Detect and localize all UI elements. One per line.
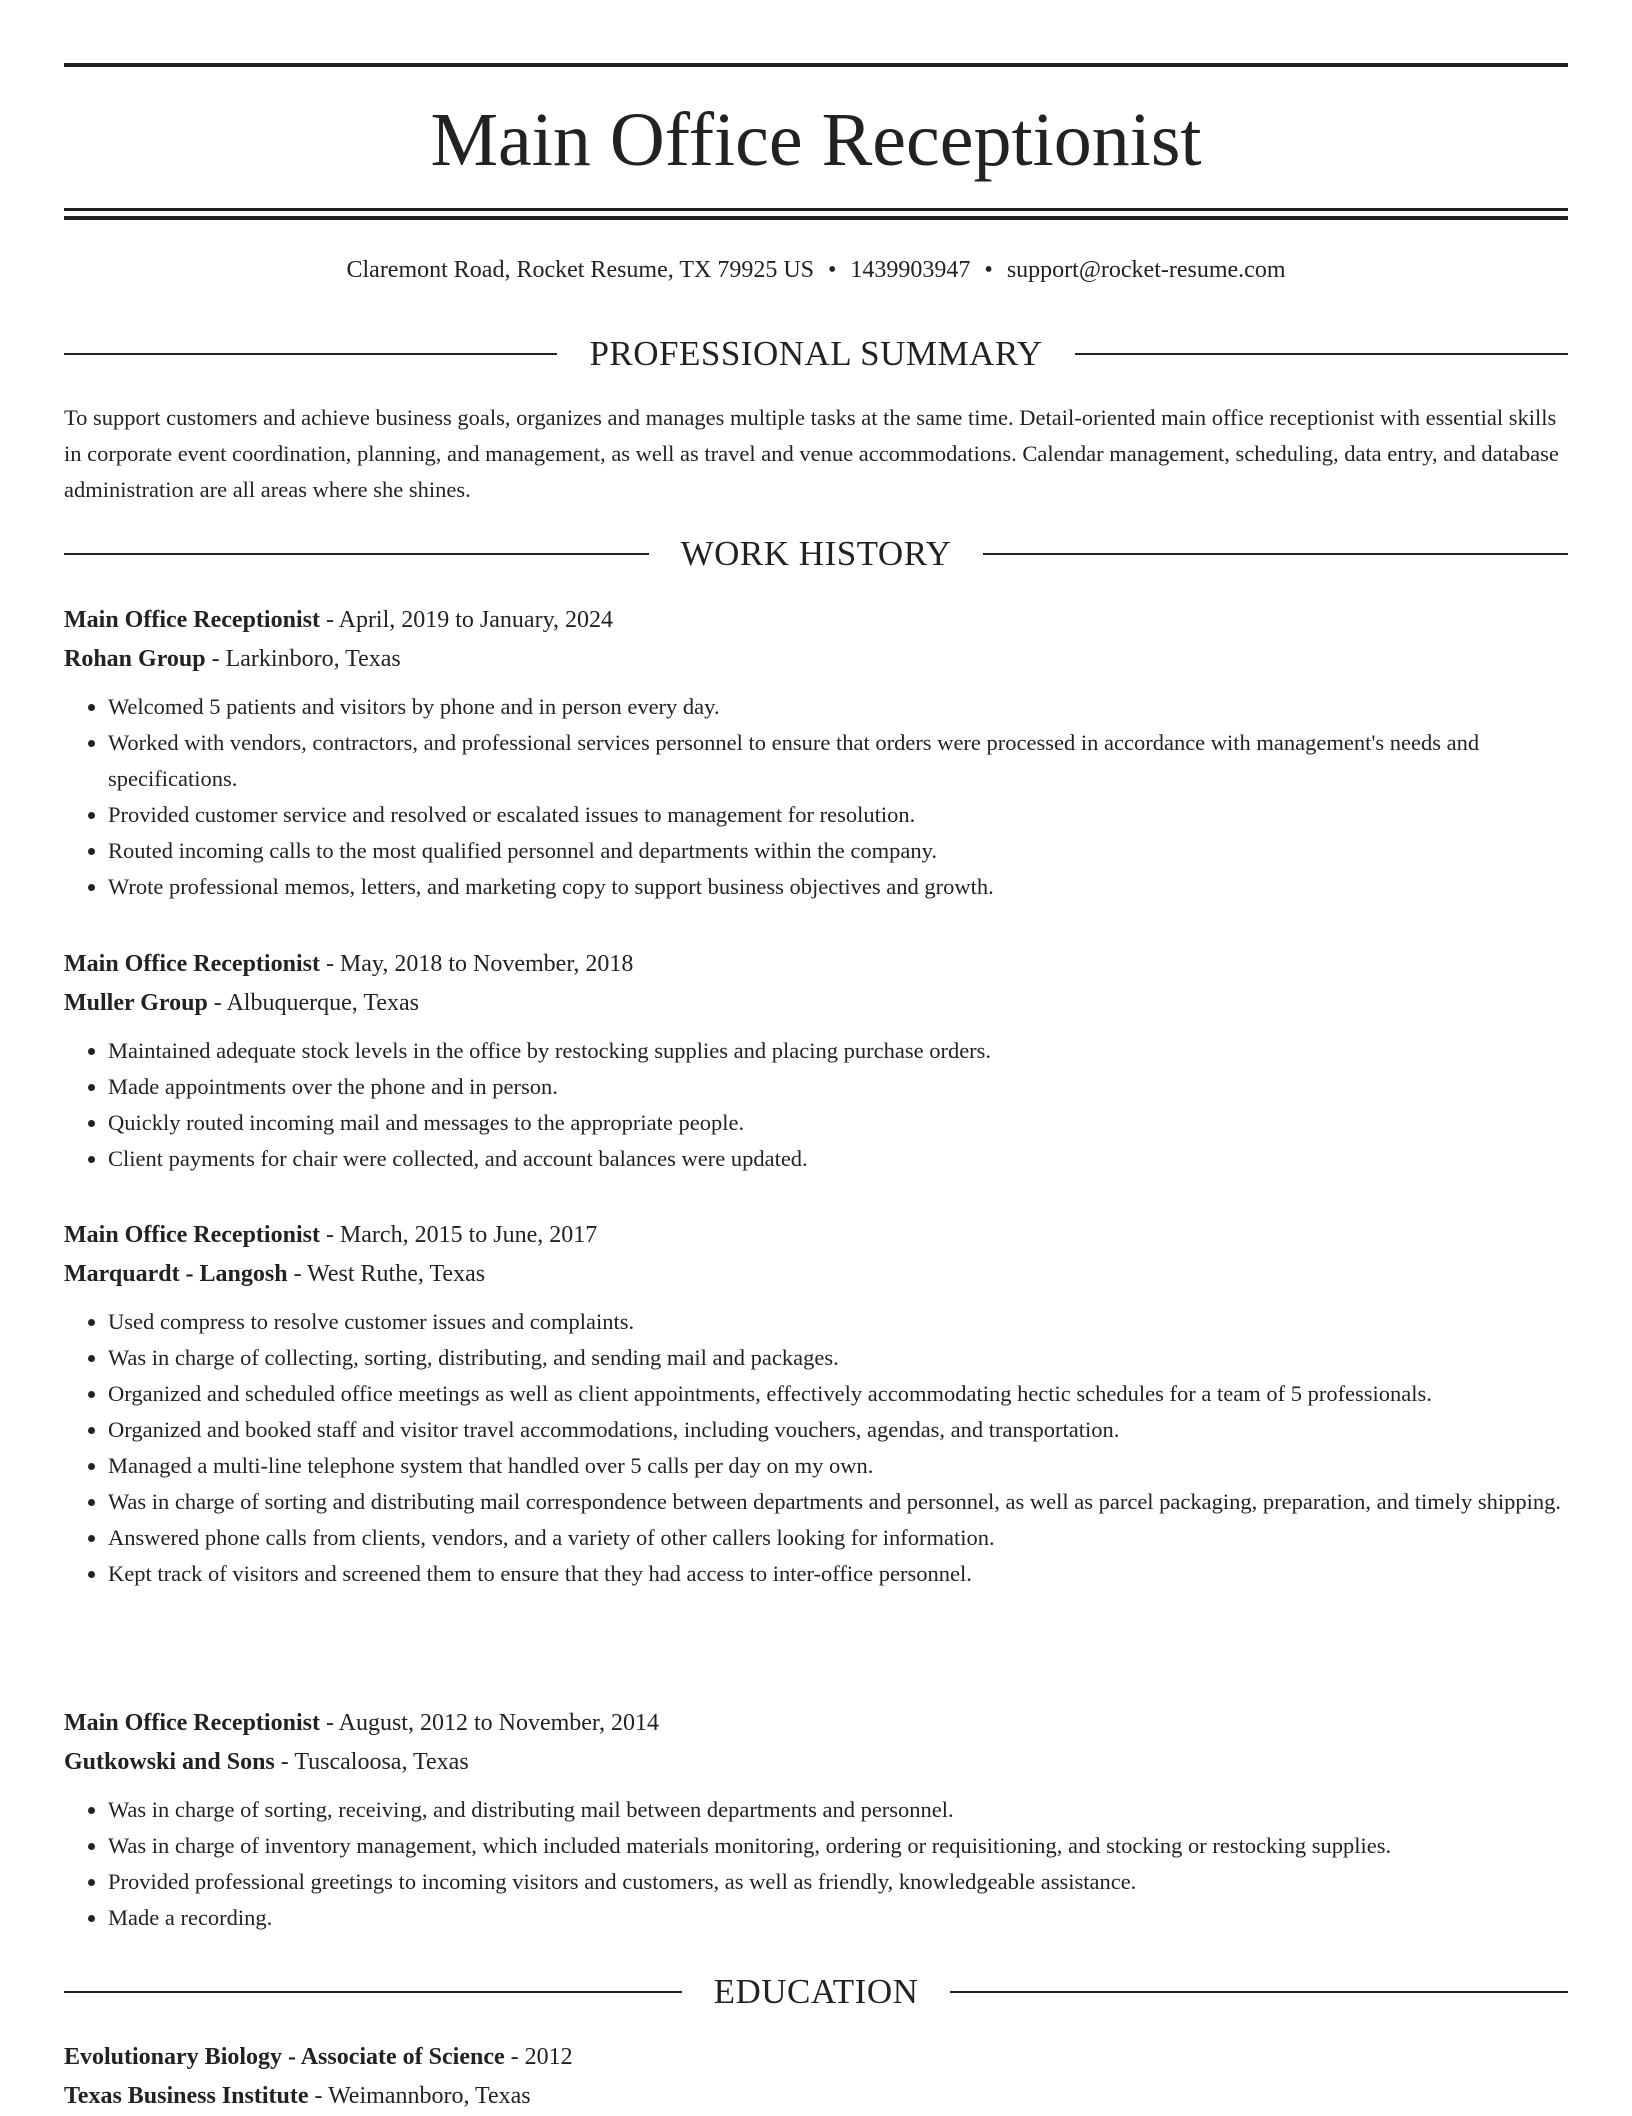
job-bullet: • Was in charge of sorting and distributing mail correspondence between departments and personnel, as well as parcel packaging, preparation, and timely shipping. [108,1484,1568,1520]
job-entry [64,1704,1568,1936]
job-title: Main Office Receptionist [64,951,320,977]
job-company: Muller Group [64,990,208,1016]
heading-rule-right [983,553,1568,555]
section-title: EDUCATION [713,1972,919,2011]
education-school: Texas Business Institute [64,2083,309,2109]
section-heading-work-history [64,532,1568,576]
job-bullets [64,689,1568,905]
job-company-line [64,1743,1568,1782]
contact-line [64,254,1568,286]
contact-separator: • [984,257,993,283]
job-title-line [64,1216,1568,1255]
contact-separator: • [828,257,837,283]
heading-rule-left [64,553,649,555]
job-bullet: • Routed incoming calls to the most qualified personnel and departments within the company. [108,833,1568,869]
job-title: Main Office Receptionist [64,607,320,633]
job-bullet: • Answered phone calls from clients, vendors, and a variety of other callers looking for information. [108,1520,1568,1556]
job-bullet: • Was in charge of inventory management, which included materials monitoring, ordering or requisitioning, and stocking or restocking supplies. [108,1828,1568,1864]
job-bullet: • Made appointments over the phone and in person. [108,1069,1568,1105]
job-bullet: • Welcomed 5 patients and visitors by phone and in person every day. [108,689,1568,725]
job-bullet: • Organized and booked staff and visitor travel accommodations, including vouchers, agendas, and transportation. [108,1412,1568,1448]
job-title-line [64,1704,1568,1743]
job-bullet: • Made a recording. [108,1900,1568,1936]
contact-address: Claremont Road, Rocket Resume, TX 79925 US [346,257,814,283]
job-bullet: • Provided professional greetings to incoming visitors and customers, as well as friendly, knowledgeable assistance. [108,1864,1568,1900]
job-entry [64,945,1568,1177]
job-company: Rohan Group [64,646,206,672]
job-bullet: • Was in charge of sorting, receiving, and distributing mail between departments and personnel. [108,1792,1568,1828]
job-entry [64,1216,1568,1592]
resume-name: Main Office Receptionist [430,98,1202,182]
job-company-line [64,640,1568,679]
header-bottom-rule-upper [64,208,1568,211]
education-degree: Evolutionary Biology - Associate of Science [64,2044,505,2070]
job-bullet: • Used compress to resolve customer issues and complaints. [108,1304,1568,1340]
job-title-line [64,601,1568,640]
header-top-rule [64,63,1568,67]
heading-rule-left [64,1991,682,1993]
job-location: - Tuscaloosa, Texas [274,1749,469,1775]
education-degree-line [64,2038,1568,2077]
job-company: Marquardt - Langosh [64,1261,288,1287]
section-heading-education [64,1970,1568,2014]
summary-text: To support customers and achieve business goals, organizes and manages multiple tasks at the same time. Detail-oriented main office receptionist with essential skills in corporate event coordination, planning, and management, as well as travel and venue accommodations. Calendar management, scheduling, data entry, and database administration are all areas where she shines. [64,405,1559,502]
job-bullet: • Organized and scheduled office meetings as well as client appointments, effectively accommodating hectic schedules for a team of 5 professionals. [108,1376,1568,1412]
job-title-line [64,945,1568,984]
job-company: Gutkowski and Sons [64,1749,275,1775]
heading-rule-left [64,353,557,355]
header-bottom-rule-lower [64,216,1568,220]
contact-phone: 1439903947 [850,257,971,283]
job-bullet: • Worked with vendors, contractors, and professional services personnel to ensure that orders were processed in accordance with management's needs and specifications. [108,725,1568,797]
education-location: - Weimannboro, Texas [308,2083,531,2109]
heading-rule-right [1075,353,1568,355]
education-year: - 2012 [504,2044,573,2070]
job-bullet: • Client payments for chair were collected, and account balances were updated. [108,1141,1568,1177]
job-location: - Larkinboro, Texas [205,646,401,672]
education-entry [64,2038,1568,2116]
job-bullets [64,1033,1568,1177]
job-entry [64,601,1568,905]
section-heading-summary [64,332,1568,376]
job-bullet: • Kept track of visitors and screened them to ensure that they had access to inter-office personnel. [108,1556,1568,1592]
job-dates: - April, 2019 to January, 2024 [319,607,614,633]
job-company-line [64,1255,1568,1294]
job-bullets [64,1304,1568,1592]
job-bullet: • Quickly routed incoming mail and messages to the appropriate people. [108,1105,1568,1141]
job-title: Main Office Receptionist [64,1710,320,1736]
section-title: PROFESSIONAL SUMMARY [589,334,1043,373]
contact-email: support@rocket-resume.com [1006,257,1286,283]
job-dates: - August, 2012 to November, 2014 [319,1710,659,1736]
job-bullet: • Maintained adequate stock levels in the office by restocking supplies and placing purchase orders. [108,1033,1568,1069]
job-company-line [64,984,1568,1023]
job-dates: - May, 2018 to November, 2018 [319,951,634,977]
heading-rule-right [950,1991,1568,1993]
job-bullet: • Was in charge of collecting, sorting, distributing, and sending mail and packages. [108,1340,1568,1376]
education-school-line [64,2077,1568,2116]
job-bullet: • Wrote professional memos, letters, and marketing copy to support business objectives and growth. [108,869,1568,905]
job-title: Main Office Receptionist [64,1222,320,1248]
job-bullet: • Managed a multi-line telephone system that handled over 5 calls per day on my own. [108,1448,1568,1484]
job-location: - Albuquerque, Texas [207,990,419,1016]
job-location: - West Ruthe, Texas [287,1261,486,1287]
job-bullets [64,1792,1568,1936]
section-title: WORK HISTORY [680,534,952,573]
job-bullet: • Provided customer service and resolved or escalated issues to management for resolution. [108,797,1568,833]
job-dates: - March, 2015 to June, 2017 [319,1222,598,1248]
